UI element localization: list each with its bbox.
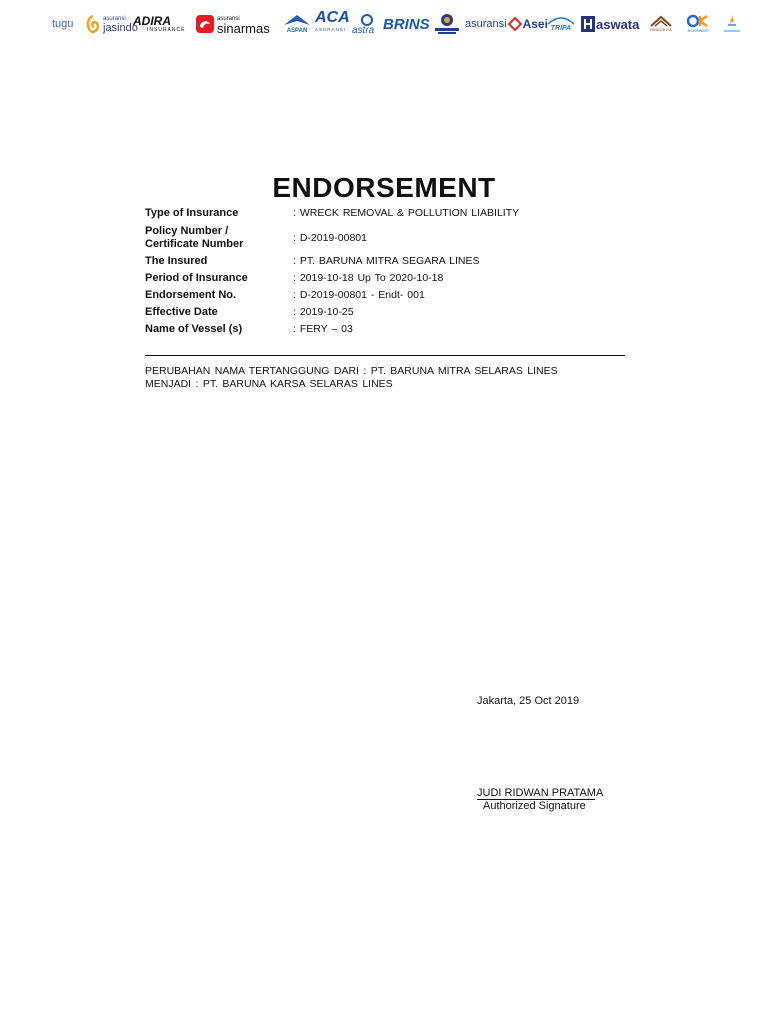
field-value: : D-2019-00801 - Endt- 001 xyxy=(293,289,425,301)
sinarmas-logo-small: asuransi xyxy=(217,16,240,22)
astra-logo xyxy=(352,12,374,36)
binagriya-logo xyxy=(650,12,672,36)
signer-role: Authorized Signature xyxy=(483,800,586,812)
astra-swoosh-icon xyxy=(360,14,374,26)
endorsement-description xyxy=(145,365,625,390)
field-label: The Insured xyxy=(145,255,208,267)
aswata-h-icon xyxy=(581,16,595,32)
asei-logo xyxy=(465,12,548,36)
field-value: : D-2019-00801 xyxy=(293,232,367,244)
aswata-logo xyxy=(581,12,639,36)
section-divider xyxy=(145,355,625,356)
tripa-logo-text: TRIPA xyxy=(550,25,572,32)
ministry-logo xyxy=(722,12,742,36)
adira-logo-text: ADIRA xyxy=(133,14,171,28)
aspan-wing-icon xyxy=(283,13,311,27)
field-label: Policy Number / xyxy=(145,225,229,237)
asei-logo-small: asuransi xyxy=(465,18,507,30)
askrindo-logo xyxy=(687,12,709,36)
tripa-logo xyxy=(546,12,576,36)
brins-logo xyxy=(383,12,430,36)
sinarmas-logo xyxy=(195,12,270,36)
tugu-logo-text: tugu xyxy=(52,18,74,30)
astra-logo-text: astra xyxy=(352,24,375,36)
field-value: : FERY – 03 xyxy=(293,323,353,335)
aswata-logo-text: aswata xyxy=(596,16,640,32)
field-value: : PT. BARUNA MITRA SEGARA LINES xyxy=(293,255,480,267)
field-label: Name of Vessel (s) xyxy=(145,323,243,335)
field-label: Endorsement No. xyxy=(145,289,237,301)
place-and-date: Jakarta, 25 Oct 2019 xyxy=(477,695,580,707)
aspan-logo-text: ASPAN xyxy=(286,28,308,34)
adira-logo-sub: INSURANCE xyxy=(147,27,186,33)
document-title: ENDORSEMENT xyxy=(272,172,496,203)
askrindo-ok-icon xyxy=(687,14,709,28)
description-line-2: MENJADI : PT. BARUNA KARSA SELARAS LINES xyxy=(145,377,393,390)
adira-logo xyxy=(133,14,185,38)
brins-logo-text: BRINS xyxy=(383,15,430,33)
asei-diamond-icon xyxy=(508,17,522,31)
jasindo-swirl-icon xyxy=(84,14,102,34)
field-value: : WRECK REMOVAL & POLLUTION LIABILITY xyxy=(293,207,520,219)
field-label: Period of Insurance xyxy=(145,272,248,284)
binagriya-roof-icon xyxy=(650,15,672,27)
field-value: : 2019-10-25 xyxy=(293,306,354,318)
jasindo-logo-text: jasindo xyxy=(103,22,138,34)
asei-logo-text: Asei xyxy=(522,17,548,31)
aca-logo-text: ACA xyxy=(315,9,350,26)
emblem-logo xyxy=(433,12,461,36)
tripa-arc-icon xyxy=(546,15,576,25)
binagriya-logo-text: BINAGRIYA xyxy=(650,27,672,32)
insurer-logo-strip xyxy=(0,0,768,44)
aca-logo xyxy=(315,9,350,36)
sinarmas-logo-text: sinarmas xyxy=(217,21,270,36)
aca-logo-sub: ASURANSI xyxy=(315,27,347,32)
ministry-emblem-icon xyxy=(722,13,742,35)
askrindo-logo-text: ASKRINDO xyxy=(687,28,709,33)
field-label-second-line: Certificate Number xyxy=(145,238,244,250)
field-value: : 2019-10-18 Up To 2020-10-18 xyxy=(293,272,444,284)
sinarmas-emblem-icon xyxy=(195,14,215,34)
description-line-1: PERUBAHAN NAMA TERTANGGUNG DARI : PT. BARUNA MITRA SELARAS LINES xyxy=(145,365,558,377)
tugu-logo xyxy=(52,12,73,36)
aspan-logo xyxy=(283,12,311,36)
signer-name: JUDI RIDWAN PRATAMA xyxy=(477,787,604,799)
jasindo-logo xyxy=(84,12,138,36)
shield-emblem-icon xyxy=(433,12,461,36)
field-label: Type of Insurance xyxy=(145,207,239,219)
jasindo-logo-small: asuransi xyxy=(103,16,126,22)
field-label: Effective Date xyxy=(145,306,218,318)
